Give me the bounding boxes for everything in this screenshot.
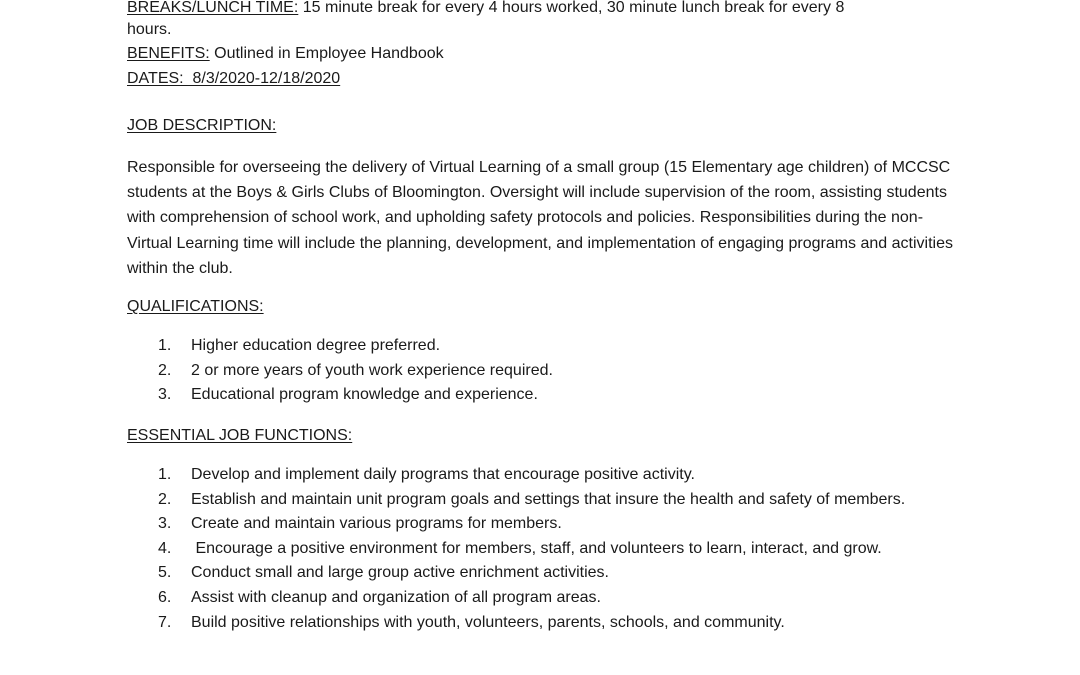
list-item: 1. Higher education degree preferred. xyxy=(158,337,441,354)
qualifications-list xyxy=(0,334,926,408)
breaks-continuation: hours. xyxy=(127,21,172,38)
dates-line xyxy=(127,69,340,89)
job-description-heading: JOB DESCRIPTION: xyxy=(127,117,277,134)
breaks-label: BREAKS/LUNCH TIME: xyxy=(127,0,299,16)
qualifications-heading: QUALIFICATIONS: xyxy=(127,298,264,315)
breaks-line xyxy=(127,0,844,18)
essential-functions-heading: ESSENTIAL JOB FUNCTIONS: xyxy=(127,427,353,444)
list-item: 3. Educational program knowledge and experience. xyxy=(158,386,538,404)
list-item: 5. Conduct small and large group active enrichment activities. xyxy=(158,564,609,582)
list-item: 1. Develop and implement daily programs that encourage positive activity. xyxy=(158,466,695,483)
benefits-value: Outlined in Employee Handbook xyxy=(209,45,444,62)
list-item: 7. Build positive relationships with youth, volunteers, parents, schools, and community. xyxy=(158,613,785,631)
list-item: 2. 2 or more years of youth work experience required. xyxy=(158,361,553,379)
essential-functions-list xyxy=(0,463,926,635)
benefits-label: BENEFITS: xyxy=(127,45,210,62)
benefits-line xyxy=(127,44,444,64)
list-item: 6. Assist with cleanup and organization of all program areas. xyxy=(158,588,601,606)
breaks-value: 15 minute break for every 4 hours worked, 30 minute lunch break for every 8 xyxy=(298,0,845,16)
list-item: 3. Create and maintain various programs for members. xyxy=(158,515,562,533)
list-item: 2. Establish and maintain unit program goals and settings that insure the health and safety of members. xyxy=(158,490,906,508)
dates-label: DATES: 8/3/2020-12/18/2020 xyxy=(127,70,341,87)
job-description-text: Responsible for overseeing the delivery of Virtual Learning of a small group (15 Elementary age children) of MCCSC students at the Boys & Girls Clubs of Bloomington. Oversight will include supervision of the room, assisting students with comprehension of school work, and upholding safety protocols and policies. Responsibilities during the non-Virtual Learning time will include the planning, development, and implementation of engaging programs and activities within the club. xyxy=(127,159,953,277)
list-item: 4. Encourage a positive environment for members, staff, and volunteers to learn, interact, and grow. xyxy=(158,539,882,557)
